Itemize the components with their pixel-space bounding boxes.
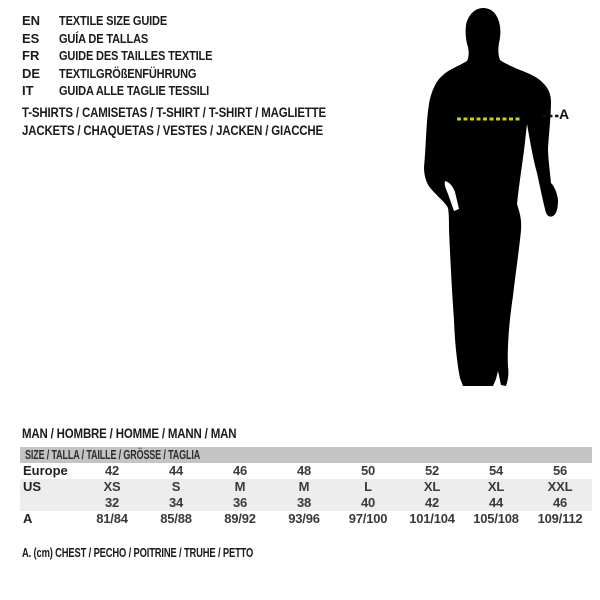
category-list <box>22 104 380 139</box>
size-cell: XXL <box>547 479 573 494</box>
size-cell: 38 <box>296 495 312 510</box>
man-silhouette-shape <box>424 8 558 386</box>
language-label: TEXTILGRÖßENFÜHRUNG <box>59 65 197 81</box>
table-row-us <box>20 479 592 495</box>
measurement-label-a: A <box>559 106 570 122</box>
table-row-europe <box>20 463 592 479</box>
size-cell: 81/84 <box>96 511 128 526</box>
table-row-chest <box>20 511 592 527</box>
size-cell: L <box>364 479 372 494</box>
language-row-en <box>22 12 239 30</box>
language-code: DE <box>22 65 41 81</box>
size-cell: M <box>234 479 246 494</box>
row-label: Europe <box>23 463 68 478</box>
category-jackets: JACKETS / CHAQUETAS / VESTES / JACKEN / GIACCHE <box>22 122 324 138</box>
size-cell: 52 <box>424 463 440 478</box>
language-code: EN <box>22 13 41 28</box>
size-cell: 109/112 <box>537 511 583 526</box>
language-list <box>22 12 239 100</box>
size-cell: 42 <box>104 463 120 478</box>
size-cell: 54 <box>488 463 504 478</box>
size-cell: 36 <box>232 495 248 510</box>
size-cell: 34 <box>168 495 184 510</box>
row-label: A <box>23 511 33 526</box>
category-tshirts: T-SHIRTS / CAMISETAS / T-SHIRT / T-SHIRT / MAGLIETTE <box>22 105 326 120</box>
size-table-header: SIZE / TALLA / TAILLE / GRÖSSE / TAGLIA <box>20 447 592 463</box>
language-code: IT <box>22 83 34 98</box>
language-code: FR <box>22 48 40 63</box>
size-cell: 56 <box>552 463 568 478</box>
size-cell: 46 <box>552 495 568 510</box>
size-cell: XL <box>487 479 505 494</box>
size-cell: S <box>171 479 181 494</box>
language-label: GUIDE DES TAILLES TEXTILE <box>59 48 213 63</box>
size-cell: 50 <box>360 463 376 478</box>
language-row-de <box>22 65 239 83</box>
size-cell: 93/96 <box>288 511 320 526</box>
size-cell: XS <box>103 479 121 494</box>
man-silhouette-figure <box>395 0 600 400</box>
size-table <box>20 447 592 527</box>
measurement-note: A. (cm) CHEST / PECHO / POITRINE / TRUHE / PETTO <box>22 546 254 560</box>
size-cell: 97/100 <box>348 511 388 526</box>
size-cell: 85/88 <box>160 511 192 526</box>
size-cell: XL <box>423 479 441 494</box>
language-label: TEXTILE SIZE GUIDE <box>59 13 168 28</box>
gender-line: MAN / HOMBRE / HOMME / MANN / MAN <box>22 426 237 441</box>
row-label: US <box>23 479 42 494</box>
language-label: GUIDA ALLE TAGLIE TESSILI <box>59 83 210 98</box>
language-label: GUÍA DE TALLAS <box>59 30 149 46</box>
language-row-fr <box>22 47 239 65</box>
size-cell: M <box>298 479 310 494</box>
size-cell: 89/92 <box>224 511 256 526</box>
size-cell: 42 <box>424 495 440 510</box>
size-cell: 46 <box>232 463 248 478</box>
language-row-es <box>22 30 239 48</box>
language-code: ES <box>22 30 40 46</box>
size-cell: 44 <box>168 463 184 478</box>
language-row-it <box>22 82 239 100</box>
size-cell: 101/104 <box>409 511 455 526</box>
size-cell: 40 <box>360 495 376 510</box>
size-cell: 44 <box>488 495 504 510</box>
table-row-alt <box>20 495 592 511</box>
size-cell: 32 <box>104 495 120 510</box>
size-cell: 105/108 <box>473 511 519 526</box>
size-cell: 48 <box>296 463 312 478</box>
